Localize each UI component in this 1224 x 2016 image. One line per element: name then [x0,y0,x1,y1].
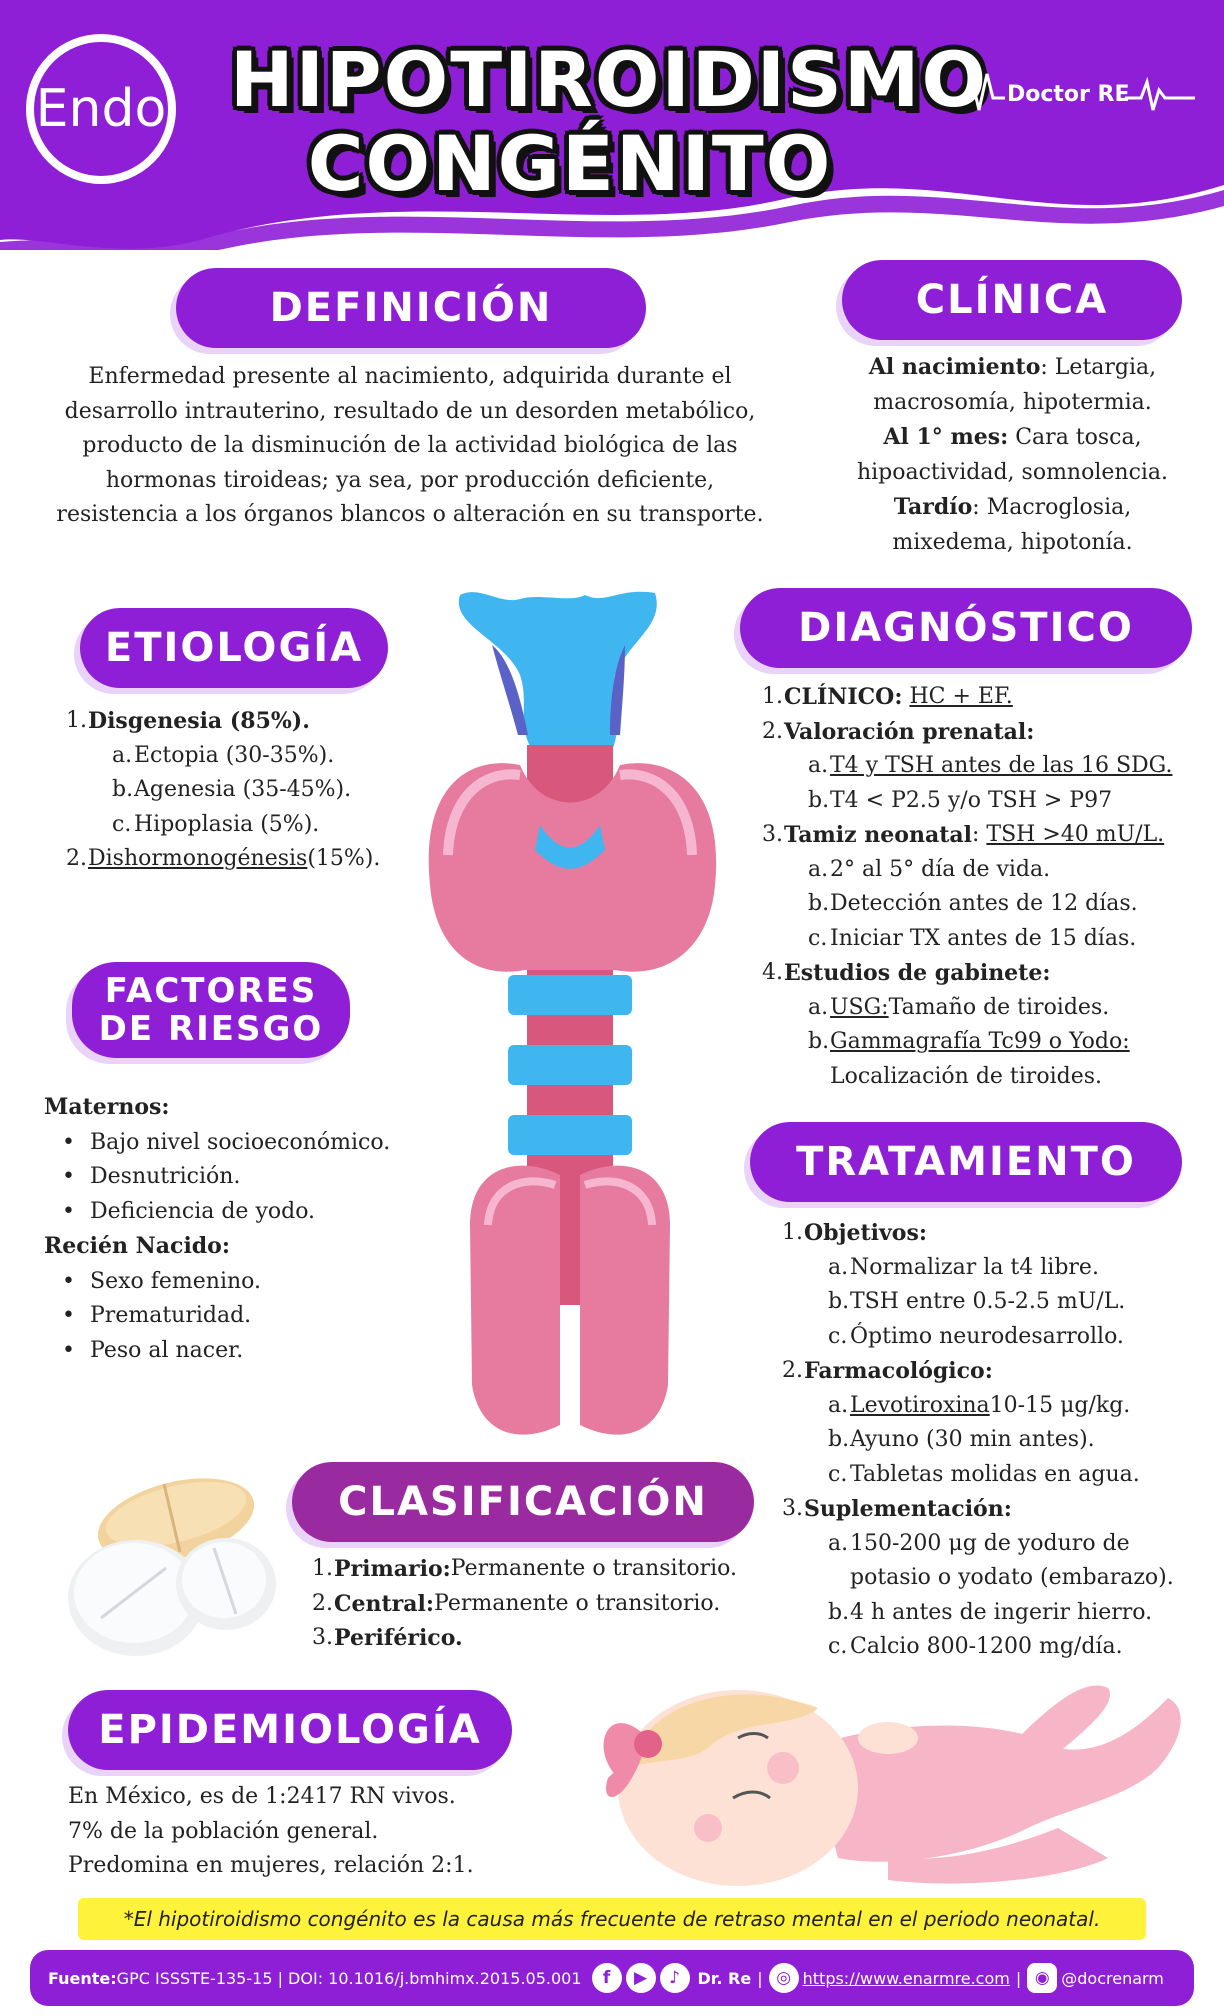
list-item: • Desnutrición. [62,1164,241,1189]
factores-heading [72,962,350,1058]
factores-list [44,1090,414,1368]
list-item: 3. Tamiz neonatal : TSH >40 mU/L. [762,822,1165,848]
instagram-icon[interactable]: ◉ [1027,1963,1057,1993]
list-item: b. 4 h antes de ingerir hierro. [828,1599,1153,1625]
clinica-text [840,350,1185,560]
list-item: 2. Central: Permanente o transitorio. [312,1590,721,1617]
clinica-line: Al nacimiento: Letargia, [868,354,1157,380]
footer-source-label: Fuente: [48,1968,117,1988]
list-item: 2. Valoración prenatal: [762,718,1035,745]
definicion-text [40,360,780,533]
list-item: • Prematuridad. [62,1303,252,1328]
clinica-line: hipoactividad, somnolencia. [856,459,1169,485]
page-title [230,35,989,208]
list-item: b. T4 < P2.5 y/o TSH > P97 [808,787,1113,813]
epidemiologia-line: Predomina en mujeres, relación 2:1. [68,1853,474,1878]
list-item: a. Normalizar la t4 libre. [828,1254,1099,1280]
definicion-heading: DEFINICIÓN [176,268,646,348]
tratamiento-list [782,1216,1202,1665]
clinica-line: Tardío: Macroglosia, [893,494,1132,520]
definicion-line: producto de la disminución de la actividad biológica de las [82,433,738,458]
thyroid-illustration [410,585,730,1445]
list-item: c. Hipoplasia (5%). [112,811,320,837]
list-item: 1. Primario: Permanente o transitorio. [312,1556,738,1582]
list-item: a. 150-200 μg de yoduro de [828,1530,1130,1556]
definicion-line: resistencia a los órganos blancos o alteración en su transporte. [56,502,764,527]
clinica-line: macrosomía, hipotermia. [873,389,1152,415]
list-item: b. TSH entre 0.5-2.5 mU/L. [828,1289,1126,1314]
epidemiologia-text [68,1780,588,1884]
title-line-2: CONGÉNITO [307,119,833,208]
list-item: a. USG: Tamaño de tiroides. [808,994,1110,1020]
brand-name: Doctor RE [1007,82,1130,107]
list-item: 3. Periférico. [312,1625,463,1651]
baby-illustration [588,1658,1194,1890]
factores-heading-line: DE RIESGO [98,1009,324,1049]
highlight-note: *El hipotiroidismo congénito es la causa más frecuente de retraso mental en el periodo neonatal. [78,1898,1146,1940]
header [0,0,1224,250]
endo-badge: Endo [26,34,176,184]
list-item: • Deficiencia de yodo. [62,1198,316,1224]
list-item: a. Levotiroxina 10-15 μg/kg. [828,1392,1131,1418]
list-item: b. Agenesia (35-45%). [112,777,352,802]
list-item: c. Iniciar TX antes de 15 días. [808,925,1137,951]
tiktok-icon[interactable]: ♪ [660,1963,690,1993]
clinica-line: mixedema, hipotonía. [892,529,1133,555]
footer-separator: | [757,1968,763,1988]
definicion-line: desarrollo intrauterino, resultado de un desorden metabólico, [64,398,756,424]
facebook-icon[interactable]: f [592,1963,622,1993]
definicion-line: hormonas tiroideas; ya sea, por producción deficiente, [105,467,715,493]
factores-group-label: Recién Nacido: [44,1233,230,1259]
tratamiento-heading: TRATAMIENTO [750,1122,1182,1202]
etiologia-heading: ETIOLOGÍA [80,608,388,688]
factores-heading-line: FACTORES [104,971,318,1011]
list-item: 2. Dishormonogénesis (15%). [66,846,381,871]
clasificacion-list [312,1552,752,1656]
brand-logo [945,70,1195,120]
clinica-heading: CLÍNICA [842,260,1182,340]
list-item: 1. Objetivos: [782,1220,927,1246]
list-item: b. Detección antes de 12 días. [808,891,1138,916]
list-item: 3. Suplementación: [782,1496,1012,1522]
list-item-continuation: potasio o yodato (embarazo). [850,1565,1174,1590]
clasificacion-heading: CLASIFICACIÓN [292,1462,754,1542]
list-item: a. 2° al 5° día de vida. [808,856,1051,882]
diagnostico-heading: DIAGNÓSTICO [740,588,1192,668]
list-item: • Sexo femenino. [62,1268,262,1294]
list-item: • Peso al nacer. [62,1337,244,1363]
epidemiologia-line: 7% de la población general. [68,1818,379,1844]
pills-illustration [46,1468,286,1668]
list-item: 1. CLÍNICO: HC + EF. [762,684,1013,710]
diagnostico-list [762,680,1192,1094]
list-item: c. Calcio 800-1200 mg/día. [828,1634,1123,1659]
instagram-handle[interactable]: @docrenarm [1061,1968,1164,1988]
list-item: 2. Farmacológico: [782,1358,993,1384]
list-item: a. T4 y TSH antes de las 16 SDG. [808,753,1173,778]
youtube-icon[interactable]: ▶ [626,1963,656,1993]
globe-icon: ◎ [769,1963,799,1993]
list-item: c. Óptimo neurodesarrollo. [828,1323,1124,1349]
website-link[interactable]: https://www.enarmre.com [802,1968,1010,1988]
list-item: c. Tabletas molidas en agua. [828,1461,1140,1487]
list-item: 4. Estudios de gabinete: [762,960,1051,986]
footer-separator: | [1015,1968,1022,1988]
list-item: • Bajo nivel socioeconómico. [62,1129,391,1155]
clinica-line: Al 1° mes: Cara tosca, [883,424,1142,450]
etiologia-list [66,704,406,877]
epidemiologia-line: En México, es de 1:2417 RN vivos. [68,1784,456,1809]
footer-source: GPC ISSSTE-135-15 | DOI: 10.1016/j.bmhimx.2015.05.001 [116,1968,582,1988]
epidemiologia-heading: EPIDEMIOLOGÍA [68,1690,512,1770]
list-item: a. Ectopia (30-35%). [112,742,335,768]
list-item: b. Ayuno (30 min antes). [828,1427,1095,1452]
title-line-1: HIPOTIROIDISMO [230,35,989,124]
list-item: b. Gammagrafía Tc99 o Yodo: [808,1029,1130,1054]
factores-group-label: Maternos: [44,1094,170,1120]
footer-handle: Dr. Re [697,1968,752,1988]
definicion-line: Enfermedad presente al nacimiento, adquirida durante el [88,364,732,389]
list-item: 1. Disgenesia (85%). [66,708,310,734]
list-item-continuation: Localización de tiroides. [830,1063,1102,1089]
footer [30,1950,1194,2006]
